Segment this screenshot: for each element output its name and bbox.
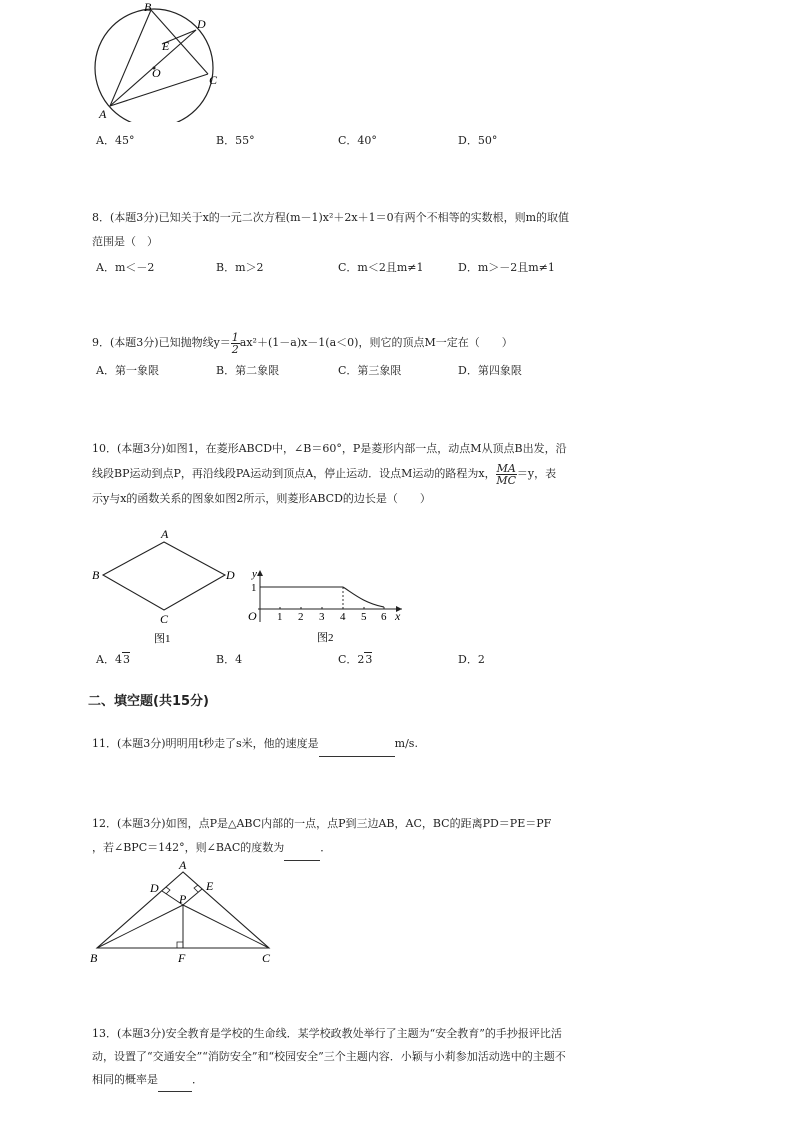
q9-option-d[interactable]: D．第四象限 [458, 364, 522, 377]
q8-question [92, 206, 692, 254]
q13-line3: 相同的概率是 ． [92, 1068, 692, 1092]
q7-label-B: B [144, 0, 152, 14]
q10-fig1-caption: 图1 [154, 633, 171, 645]
q7-label-O: O [152, 66, 161, 80]
q10-rhombus-figure [88, 526, 248, 646]
q10-fig2-label-x: x [395, 609, 401, 623]
q12-label-B: B [90, 951, 98, 965]
q7-option-d[interactable]: D．50° [458, 134, 498, 147]
q13-line2: 动，设置了“交通安全”“消防安全”和“校园安全”三个主题内容．小颖与小莉参加活动选中的主题不 [92, 1050, 566, 1063]
q10-option-a[interactable]: A．43 [96, 653, 130, 666]
q10-fig2-label-O: O [248, 609, 257, 623]
q12-label-P: P [179, 892, 187, 906]
q7-label-C: C [209, 73, 218, 87]
q9-question [92, 331, 692, 355]
q7-option-c[interactable]: C．40° [338, 134, 377, 147]
q10-fig1-label-A: A [161, 527, 169, 541]
q9-option-c[interactable]: C．第三象限 [338, 364, 402, 377]
q10-graph-figure [242, 564, 412, 646]
q8-option-b[interactable]: B．m＞2 [216, 261, 264, 274]
q8-line2: 范围是（ ） [92, 235, 158, 248]
q7-label-D: D [197, 17, 206, 31]
q11-question: 11．(本题3分)明明用t秒走了s米，他的速度是 m/s. [92, 732, 692, 757]
q10-fig2-tick-6: 6 [381, 611, 387, 623]
q10-fig2-tick-2: 2 [298, 611, 304, 623]
q7-label-E: E [162, 39, 170, 53]
q12-triangle-figure [88, 856, 283, 968]
q10-rhombus [103, 542, 225, 610]
q10-line2: 线段BP运动到点P，再沿线段PA运动到顶点A，停止运动．设点M运动的路程为x， $\frac{MA}{MC}$ ＝y，表 [92, 461, 557, 487]
q12-label-A: A [179, 858, 187, 872]
q10-fig2-caption: 图2 [317, 632, 334, 644]
q7-option-a[interactable]: A．45° [96, 134, 135, 147]
q12-question [92, 812, 692, 861]
q12-line1: 12．(本题3分)如图，点P是△ABC内部的一点，点P到三边AB，AC，BC的距离PD＝PE＝PF [92, 817, 552, 830]
q9-prefix: 9．(本题3分)已知抛物线y＝ [92, 336, 231, 349]
q13-answer-blank[interactable] [158, 1068, 192, 1092]
q10-line1: 10．(本题3分)如图1，在菱形ABCD中，∠B＝60°，P是菱形内部一点，动点M从顶点B出发，沿 [92, 442, 567, 455]
q10-fraction: $\frac{MA}{MC}$ [496, 461, 517, 487]
q10-fig1-label-B: B [92, 568, 100, 582]
q10-line3: 示y与x的函数关系的图象如图2所示，则菱形ABCD的边长是（ ） [92, 492, 431, 505]
q10-option-d[interactable]: D．2 [458, 653, 485, 666]
section-fill-in-title: 二、填空题(共15分) [88, 694, 209, 709]
q12-label-C: C [262, 951, 271, 965]
q9-option-a[interactable]: A．第一象限 [96, 364, 159, 377]
q12-label-F: F [178, 951, 186, 965]
q12-label-E: E [206, 879, 214, 893]
q9-option-b[interactable]: B．第二象限 [216, 364, 280, 377]
q11-answer-blank[interactable] [319, 732, 395, 757]
q13-line1: 13．(本题3分)安全教育是学校的生命线．某学校政教处举行了主题为“安全教育”的手抄报评比活 [92, 1027, 562, 1040]
q8-option-d[interactable]: D．m＞－2且m≠1 [458, 261, 555, 274]
q7-option-b[interactable]: B．55° [216, 134, 255, 147]
q10-fig1-label-C: C [160, 612, 169, 626]
q13-question [92, 1022, 692, 1092]
q10-fig2-tick-4: 4 [340, 611, 346, 623]
q12-line2: ，若∠BPC＝142°，则∠BAC的度数为 ． [92, 836, 692, 861]
q10-question [92, 436, 692, 511]
q10-fig2-tick-1: 1 [277, 611, 283, 623]
q10-fig2-tick-3: 3 [319, 611, 325, 623]
q10-fig2-tick-5: 5 [361, 611, 367, 623]
q10-option-b[interactable]: B．4 [216, 653, 243, 666]
q10-fig1-label-D: D [226, 568, 235, 582]
q10-fig2-label-y: y [252, 568, 257, 580]
q8-option-c[interactable]: C．m＜2且m≠1 [338, 261, 424, 274]
q7-circle-figure [86, 0, 226, 122]
q9-fraction: $\frac{1}{2}$ [231, 330, 239, 356]
q10-option-c[interactable]: C．23 [338, 653, 373, 666]
q9-suffix: ax²＋(1－a)x－1(a＜0)，则它的顶点M一定在（ ） [239, 336, 513, 349]
q12-label-D: D [150, 881, 159, 895]
q8-option-a[interactable]: A．m＜－2 [96, 261, 155, 274]
q7-label-A: A [99, 107, 107, 121]
q8-line1: 8．(本题3分)已知关于x的一元二次方程(m－1)x²＋2x＋1＝0有两个不相等的实数根，则m的取值 [92, 211, 570, 224]
q10-fig2-label-one: 1 [251, 582, 257, 594]
q12-answer-blank[interactable] [284, 836, 320, 861]
